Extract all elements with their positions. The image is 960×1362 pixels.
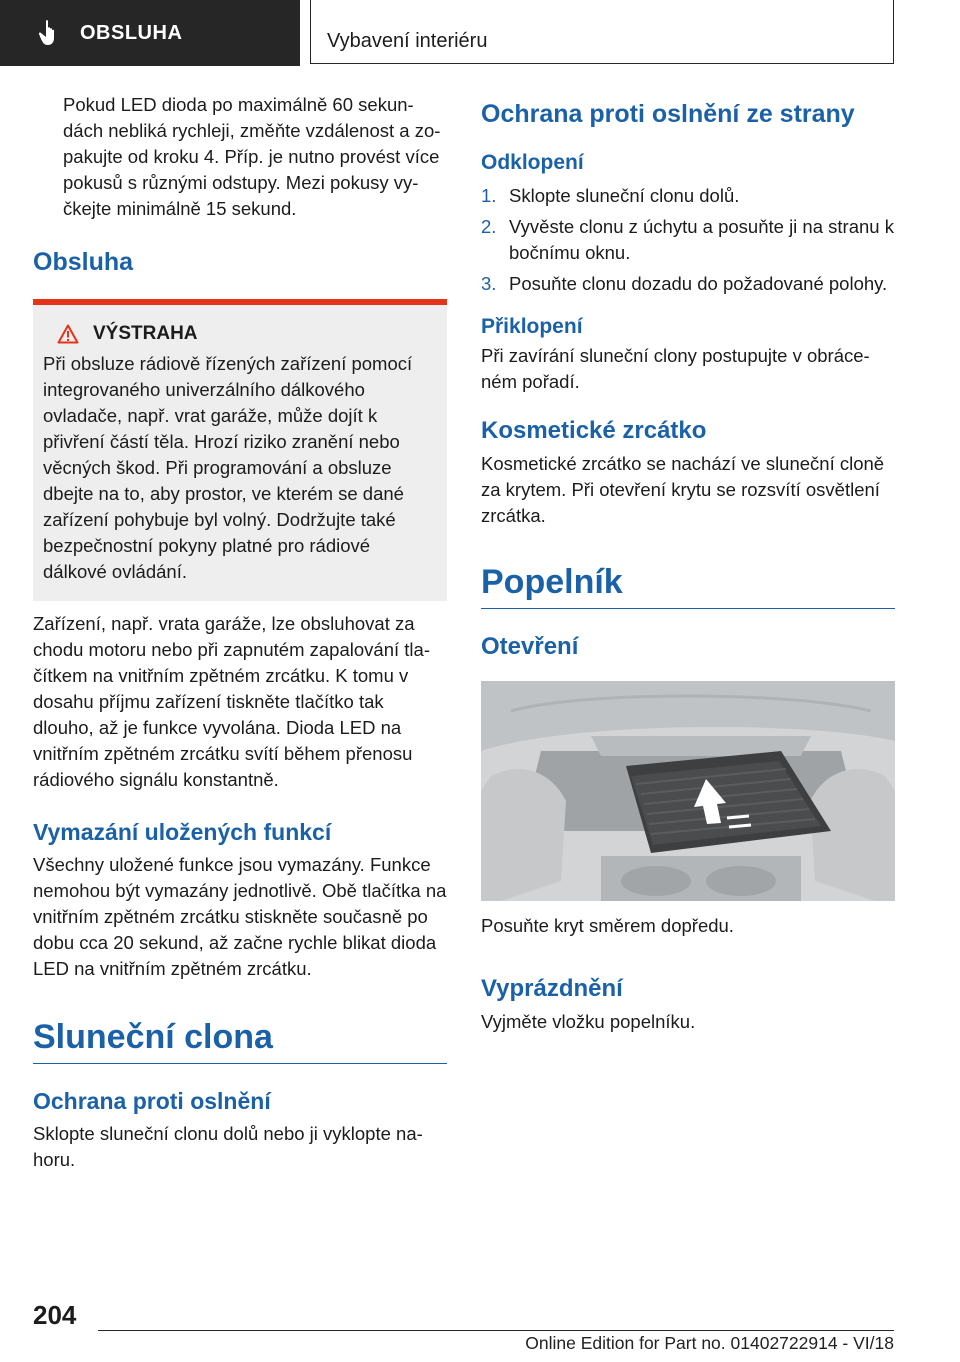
fold-in-heading: Přiklopení [481, 315, 583, 338]
glare-protection-heading: Ochrana proti oslnění [33, 1088, 271, 1114]
ashtray-illustration [481, 681, 895, 901]
open-caption: Posuňte kryt směrem dopředu. [481, 915, 734, 936]
side-glare-heading: Ochrana proti oslnění ze strany [481, 100, 855, 128]
delete-functions-heading: Vymazání uložených funkcí [33, 819, 332, 845]
warning-header [43, 323, 437, 345]
section-tab[interactable] [0, 0, 300, 66]
empty-text: Vyjměte vložku popelníku. [481, 1011, 696, 1032]
fold-in-text: Při zavírání sluneční clony postupujte v obráceném pořadí. [481, 345, 870, 392]
section-tab-label: OBSLUHA [80, 21, 183, 44]
sun-visor-heading: Sluneční clona [33, 1018, 447, 1064]
left-column [33, 92, 447, 1173]
obsluha-heading: Obsluha [33, 248, 134, 276]
edition-footer: Online Edition for Part no. 01402722914 - VI/18 [525, 1333, 894, 1353]
list-item: 2. Vyvěste clonu z úchytu a posuňte ji na stranu k bočnímu oknu. [481, 216, 894, 263]
footer-divider [98, 1330, 894, 1331]
empty-heading: Vyprázdnění [481, 975, 623, 1002]
obsluha-text: Zařízení, např. vrata garáže, lze obsluhovat za chodu motoru nebo při zapnutém zapalování tlačítkem na vnitřním zpětném zrcátku. K tomu v dosahu příjmu zařízení tiskněte tlačítko tak dlouho, až je funkce vyvolána. Dioda LED na vnitřním zpětném zrcátku svítí během přenosu rádiového signálu konstantně. [33, 613, 430, 790]
vanity-mirror-text: Kosmetické zrcátko se nachází ve sluneční cloně za krytem. Při otevření krytu se rozsvítí osvětlení zrcátka. [481, 453, 885, 526]
list-item: 3. Posuňte clonu dozadu do požadované polohy. [481, 273, 888, 294]
glare-protection-text: Sklopte sluneční clonu dolů nebo ji vyklopte nahoru. [33, 1123, 423, 1170]
warning-triangle-icon [57, 324, 79, 344]
intro-paragraph: Pokud LED dioda po maximálně 60 sekundách nebliká rychleji, změňte vzdálenost a zopakujte od kroku 4. Příp. je nutno provést více pokusů s různými odstupy. Mezi pokusy vyčkejte minimálně 15 sekund. [63, 94, 441, 219]
right-column [481, 92, 895, 1035]
open-heading: Otevření [481, 633, 579, 660]
warning-box [33, 299, 447, 601]
fold-out-heading: Odklopení [481, 151, 584, 174]
chapter-title: Vybavení interiéru [310, 0, 894, 64]
fold-out-steps [481, 183, 895, 297]
ashtray-heading: Popelník [481, 563, 895, 609]
warning-title: VÝSTRAHA [93, 323, 198, 344]
hand-pointer-icon [38, 19, 62, 47]
page-number: 204 [33, 1300, 77, 1330]
delete-functions-text: Všechny uložené funkce jsou vymazány. Funkce nemohou být vymazány jednotlivě. Obě tlačítka na vnitřním zpětném zrcátku stiskněte současně po dobu cca 20 sekund, až začne rychle blikat dioda LED na vnitřním zpětném zrcátku. [33, 854, 447, 979]
vanity-mirror-heading: Kosmetické zrcátko [481, 417, 707, 444]
warning-text: Při obsluze rádiově řízených zařízení pomocí integrovaného univerzálního dálkového ovladače, např. vrat garáže, může dojít k přivření částí těla. Hrozí riziko zranění nebo věcných škod. Při programování a obsluze dbejte na to, aby prostor, ve kterém se dané zařízení pohybuje byl volný. Dodržujte také bezpečnostní pokyny platné pro rádiové dálkové ovládání. [43, 353, 413, 582]
list-item: 1. Sklopte sluneční clonu dolů. [481, 185, 740, 206]
